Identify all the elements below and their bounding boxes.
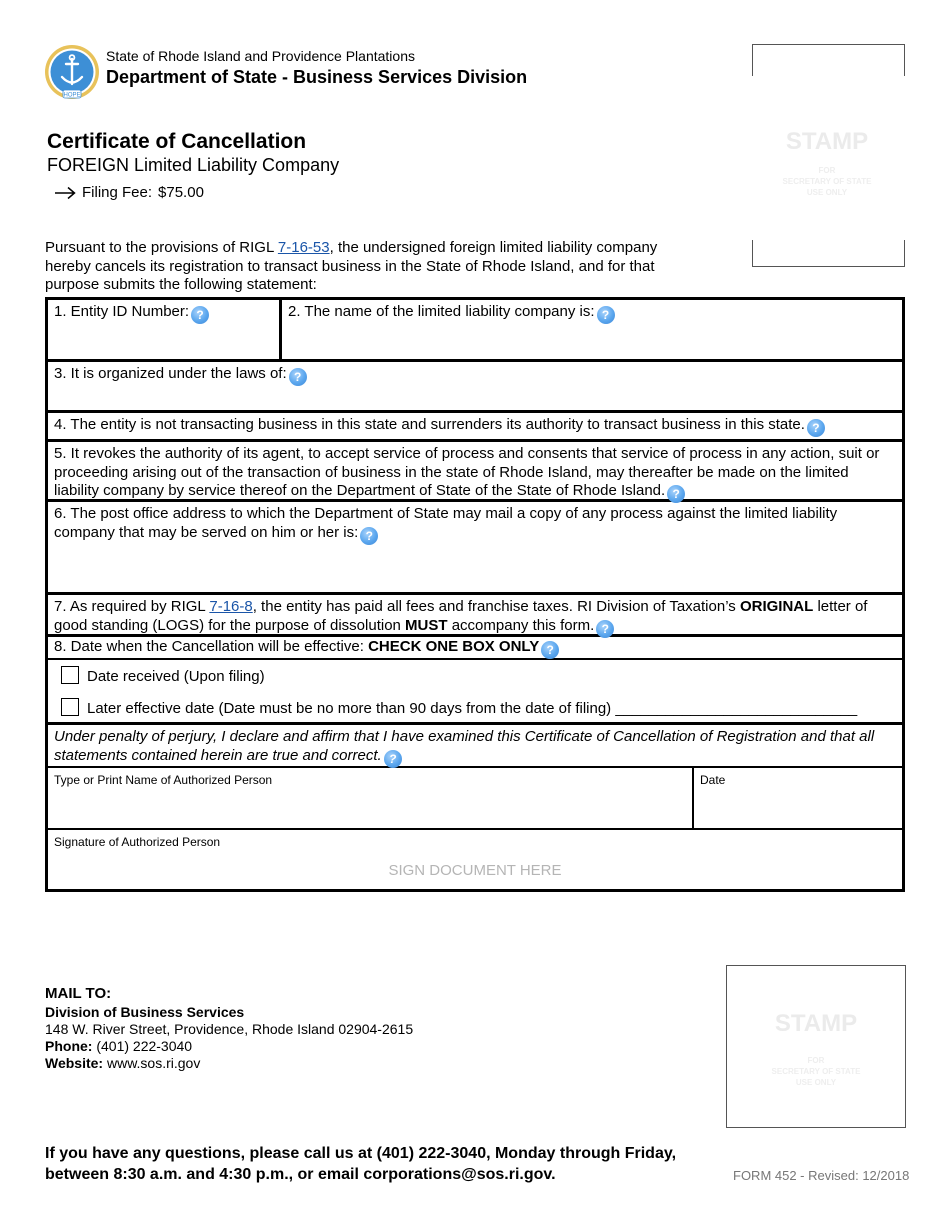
intro-paragraph: Pursuant to the provisions of RIGL 7-16-53, the undersigned foreign limited liability company hereby cancels its registration to transact business in the State of Rhode Island, and for that purpose submits the following statement: — [45, 239, 658, 293]
option-later-date[interactable]: Later effective date (Date must be no more than 90 days from the date of filing) _____________________________ — [61, 698, 896, 719]
filing-fee-amount: $75.00 — [158, 184, 204, 201]
help-icon[interactable]: ? — [289, 368, 307, 386]
cancellation-form — [45, 297, 905, 892]
page-subtitle: FOREIGN Limited Liability Company — [47, 155, 340, 175]
stamp-note: FOR SECRETARY OF STATE USE ONLY — [782, 166, 872, 197]
page-title: Certificate of Cancellation — [47, 130, 307, 153]
mail-to-block: MAIL TO: Division of Business Services 148 W. River Street, Providence, Rhode Island 02904-2615 Phone: (401) 222-3040 Website: www.sos.ri.gov — [45, 985, 414, 1071]
stamp-label: STAMP — [785, 128, 869, 155]
option-upon-filing[interactable]: Date received (Upon filing) — [61, 666, 896, 687]
stamp-note-2: FOR SECRETARY OF STATE USE ONLY — [771, 1056, 861, 1087]
filing-fee-label: Filing Fee: — [82, 184, 153, 201]
effective-date-options — [48, 660, 902, 725]
help-icon[interactable]: ? — [191, 306, 209, 324]
upon-filing-checkbox[interactable] — [61, 666, 79, 684]
row-name-date — [48, 768, 902, 830]
row-entity — [48, 300, 902, 362]
help-icon[interactable]: ? — [541, 641, 559, 659]
help-icon[interactable]: ? — [596, 620, 614, 638]
effective-date-heading: 8. Date when the Cancellation will be effective: CHECK ONE BOX ONLY ? — [48, 637, 902, 660]
svg-text:HOPE: HOPE — [63, 92, 81, 99]
division-name: Department of State - Business Services Division — [106, 67, 528, 87]
help-icon[interactable]: ? — [360, 527, 378, 545]
agency-name: State of Rhode Island and Providence Plantations — [106, 48, 415, 64]
rigl-7-16-8-link[interactable]: 7-16-8 — [209, 598, 253, 615]
rigl-7-16-53-link[interactable]: 7-16-53 — [277, 239, 330, 256]
arrow-right-icon — [54, 186, 76, 200]
filing-fee — [54, 184, 204, 201]
authorized-name-field[interactable]: Type or Print Name of Authorized Person — [48, 768, 694, 828]
sign-here-hint: SIGN DOCUMENT HERE — [388, 861, 562, 879]
help-icon[interactable]: ? — [597, 306, 615, 324]
stamp-box-top — [752, 44, 905, 76]
stamp-box-bottom — [752, 240, 905, 267]
po-address-field[interactable]: 6. The post office address to which the Department of State may mail a copy of any process against the limited liability company that may be served on him or her is: ? — [48, 502, 902, 595]
date-field[interactable]: Date — [700, 773, 726, 787]
stamp-box-2 — [726, 965, 906, 1128]
llc-name-field[interactable]: 2. The name of the limited liability company is: ? — [282, 300, 902, 359]
help-icon[interactable]: ? — [667, 485, 685, 503]
state-seal-logo — [44, 44, 100, 100]
help-icon[interactable]: ? — [384, 750, 402, 768]
form-number: FORM 452 - Revised: 12/2018 — [733, 1168, 910, 1183]
entity-id-field[interactable]: 1. Entity ID Number: ? — [48, 300, 282, 359]
statement-5: 5. It revokes the authority of its agent, to accept service of process and consents that service of process in any action, suit or proceeding arising out of the transaction of business in the state of Rhode Island, may thereafter be made on the limited liability company by service thereof on the Department of State of the State of Rhode Island. ? — [48, 442, 902, 502]
statement-7: 7. As required by RIGL 7-16-8, the entity has paid all fees and franchise taxes. RI Division of Taxation’s ORIGINAL letter of good standing (LOGS) for the purpose of dissolution MUST accompany this form. ? — [48, 595, 902, 637]
later-date-checkbox[interactable] — [61, 698, 79, 716]
statement-4: 4. The entity is not transacting business in this state and surrenders its authority to transact business in this state. ? — [48, 413, 902, 442]
jurisdiction-field[interactable]: 3. It is organized under the laws of: ? — [48, 362, 902, 413]
contact-questions: If you have any questions, please call us at (401) 222-3040, Monday through Friday, between 8:30 a.m. and 4:30 p.m., or email corporations@sos.ri.gov. — [45, 1145, 677, 1183]
perjury-statement: Under penalty of perjury, I declare and affirm that I have examined this Certificate of Cancellation of Registration and that all statements contained herein are true and correct. ? — [48, 725, 902, 768]
signature-field[interactable]: Signature of Authorized Person SIGN DOCUMENT HERE — [48, 830, 902, 889]
help-icon[interactable]: ? — [807, 419, 825, 437]
stamp-label-2: STAMP — [774, 1010, 858, 1037]
website-text: www.sos.ri.gov — [103, 1055, 201, 1071]
